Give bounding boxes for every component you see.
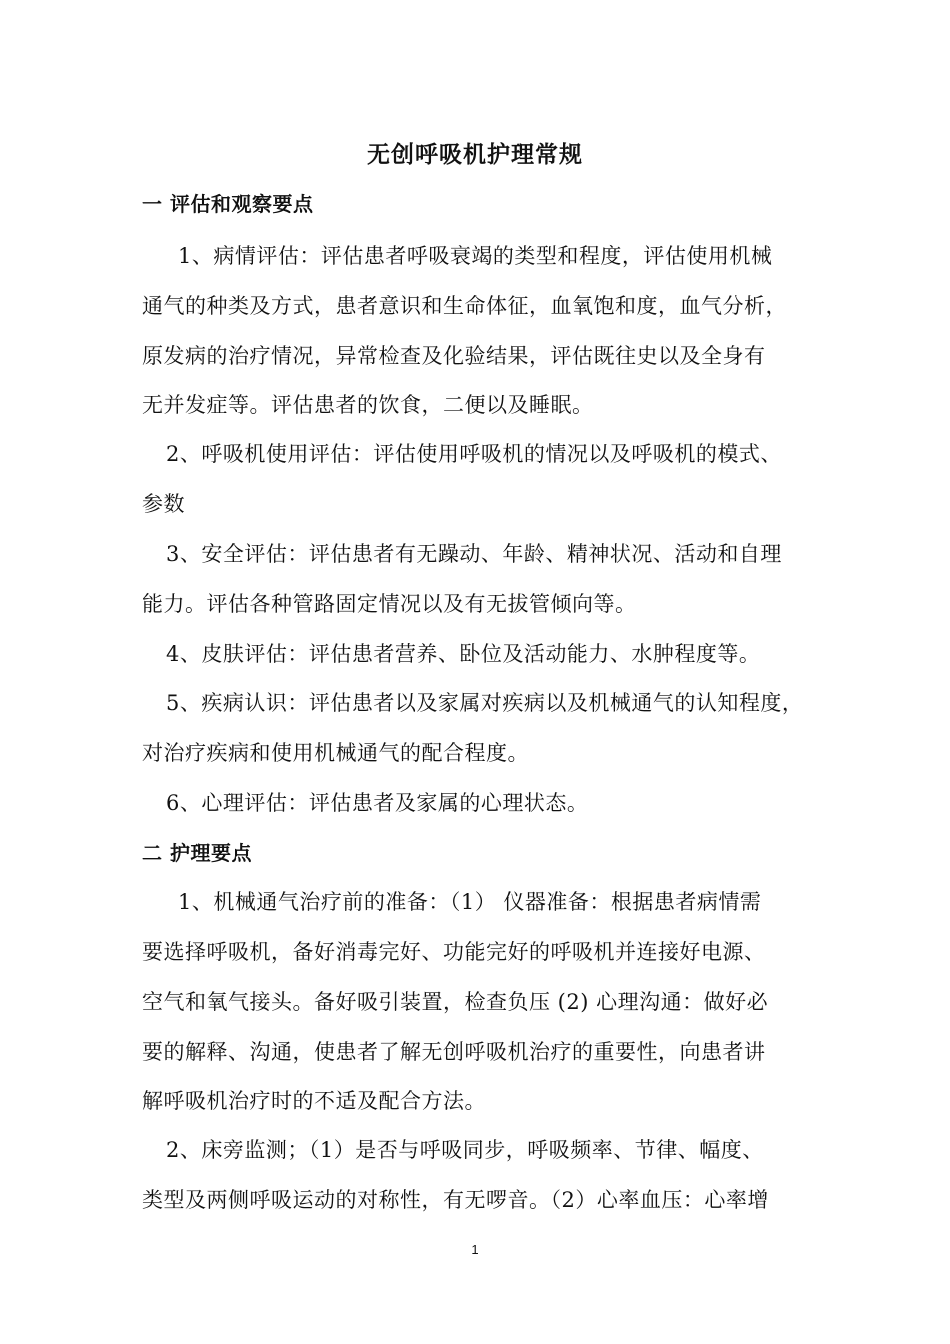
text-line: 5、疾病认识：评估患者以及家属对疾病以及机械通气的认知程度， <box>166 691 804 715</box>
text-line: 对治疗疾病和使用机械通气的配合程度。 <box>142 741 529 765</box>
text-line: 4、皮肤评估：评估患者营养、卧位及活动能力、水肿程度等。 <box>166 642 761 666</box>
text-line: 空气和氧气接头。备好吸引装置，检查负压 (2) 心理沟通：做好必 <box>142 990 769 1014</box>
text-line: 解呼吸机治疗时的不适及配合方法。 <box>142 1089 486 1113</box>
text-line: 3、安全评估：评估患者有无躁动、年龄、精神状况、活动和自理 <box>166 542 782 566</box>
text-line: 要的解释、沟通，使患者了解无创呼吸机治疗的重要性，向患者讲 <box>142 1040 766 1064</box>
section-heading-care: 二 护理要点 <box>142 841 252 865</box>
text-line: 1、机械通气治疗前的准备：（1） 仪器准备：根据患者病情需 <box>178 890 762 914</box>
text-line: 原发病的治疗情况，异常检查及化验结果，评估既往史以及全身有 <box>142 344 766 368</box>
text-line: 通气的种类及方式，患者意识和生命体征，血氧饱和度，血气分析， <box>142 294 787 318</box>
document-title: 无创呼吸机护理常规 <box>367 141 583 168</box>
text-line: 2、呼吸机使用评估：评估使用呼吸机的情况以及呼吸机的模式、 <box>166 442 782 466</box>
text-line: 能力。评估各种管路固定情况以及有无拔管倾向等。 <box>142 592 637 616</box>
text-line: 6、心理评估：评估患者及家属的心理状态。 <box>166 791 589 815</box>
text-line: 无并发症等。评估患者的饮食，二便以及睡眠。 <box>142 393 594 417</box>
text-line: 参数 <box>142 492 185 516</box>
text-line: 1、病情评估：评估患者呼吸衰竭的类型和程度，评估使用机械 <box>178 244 773 268</box>
text-line: 2、床旁监测；（1）是否与呼吸同步，呼吸频率、节律、幅度、 <box>166 1138 764 1162</box>
section-heading-assessment: 一 评估和观察要点 <box>142 192 314 216</box>
page-number: 1 <box>471 1242 479 1257</box>
text-line: 类型及两侧呼吸运动的对称性，有无啰音。（2）心率血压：心率增 <box>142 1188 769 1212</box>
text-line: 要选择呼吸机，备好消毒完好、功能完好的呼吸机并连接好电源、 <box>142 940 766 964</box>
